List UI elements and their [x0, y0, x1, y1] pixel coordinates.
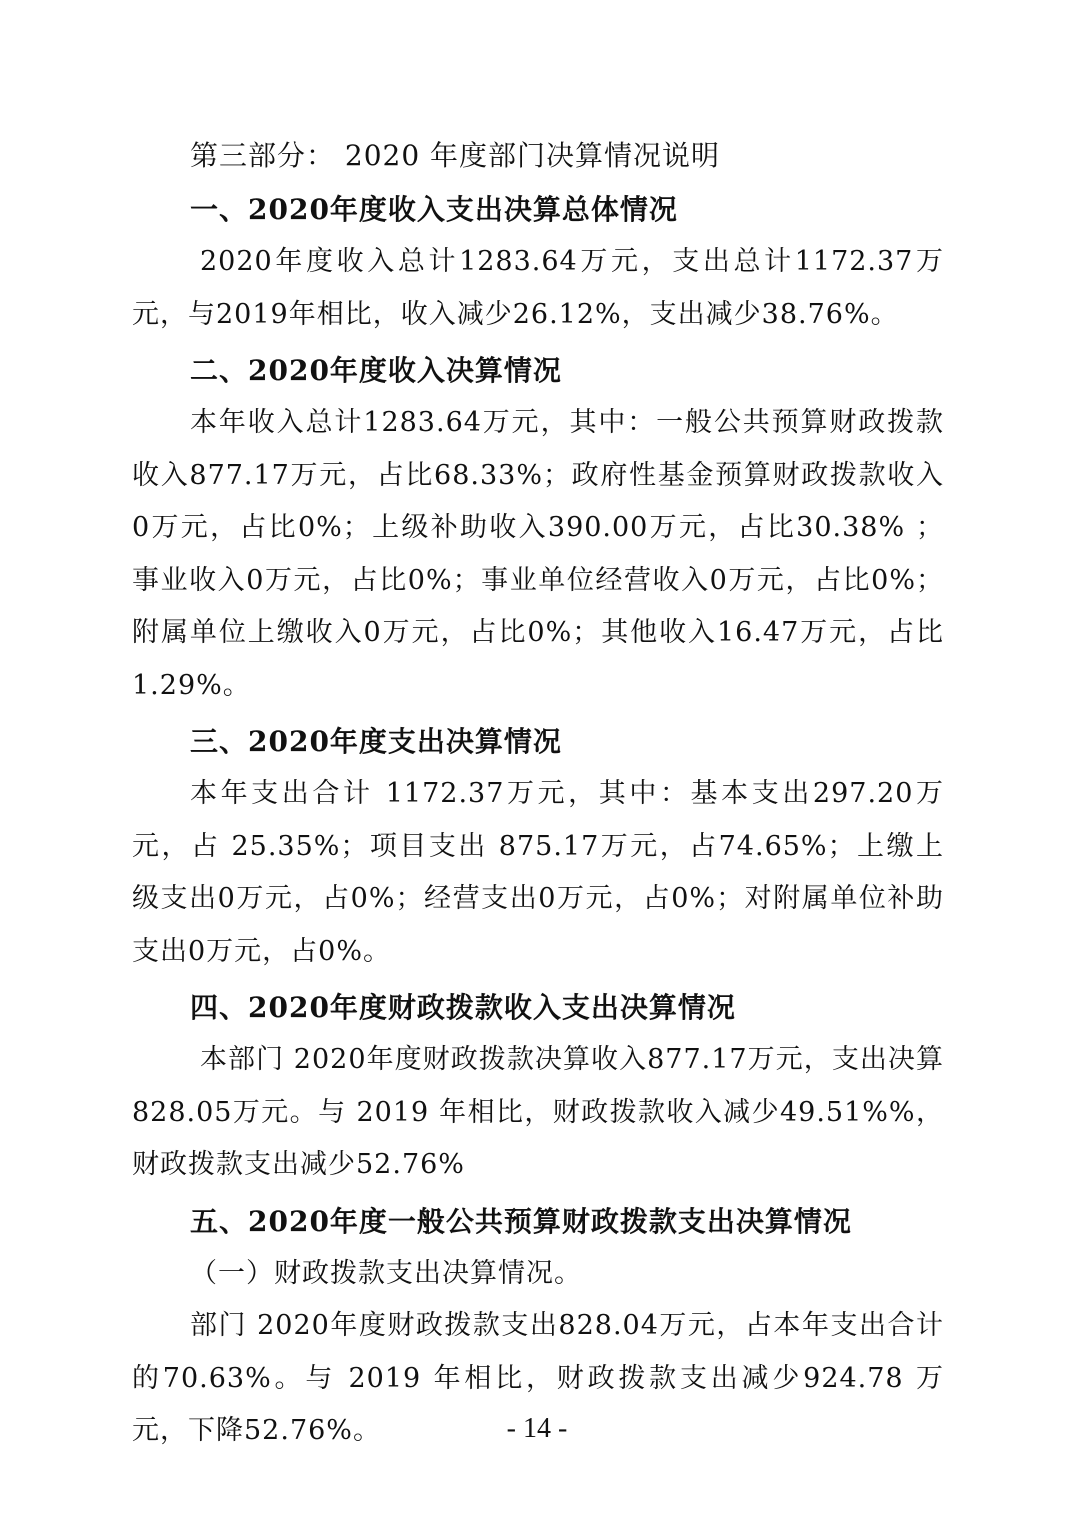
page-title: 第三部分： 2020 年度部门决算情况说明 [190, 139, 721, 172]
section-2-paragraph: 本年收入总计1283.64万元，其中：一般公共预算财政拨款收入877.17万元，占比68.33%；政府性基金预算财政拨款收入0万元，占比0%；上级补助收入390.00万元，占比30.38% ；事业收入0万元，占比0%；事业单位经营收入0万元，占比0%；附属单位上缴收入0万元，占比0%；其他收入16.47万元，占比1.29%。 [132, 407, 944, 701]
section-heading-2: 二、2020年度收入决算情况 [190, 354, 562, 387]
section-heading-5: 五、2020年度一般公共预算财政拨款支出决算情况 [190, 1204, 852, 1238]
section-5-subheading: （一）财政拨款支出决算情况。 [190, 1257, 582, 1289]
section-4-paragraph: 本部门 2020年度财政拨款决算收入877.17万元，支出决算828.05万元。与 2019 年相比，财政拨款收入减少49.51%%，财政拨款支出减少52.76% [132, 1044, 944, 1180]
section-heading-3: 三、2020年度支出决算情况 [190, 725, 562, 758]
section-heading-1: 一、2020年度收入支出决算总体情况 [190, 193, 678, 226]
page-number: - 14 - [506, 1413, 568, 1444]
document-page [132, 130, 944, 1458]
section-3-paragraph: 本年支出合计 1172.37万元，其中：基本支出297.20万元，占 25.35%；项目支出 875.17万元，占74.65%；上缴上级支出0万元，占0%；经营支出0万元，占0%；对附属单位补助支出0万元，占0%。 [132, 778, 944, 967]
section-1-paragraph: 2020年度收入总计1283.64万元，支出总计1172.37万元，与2019年相比，收入减少26.12%，支出减少38.76%。 [132, 246, 944, 330]
section-heading-4: 四、2020年度财政拨款收入支出决算情况 [190, 991, 736, 1024]
section-5-paragraph: 部门 2020年度财政拨款支出828.04万元，占本年支出合计的70.63%。与 2019 年相比，财政拨款支出减少924.78 万元，下降52.76%。 [132, 1310, 944, 1446]
